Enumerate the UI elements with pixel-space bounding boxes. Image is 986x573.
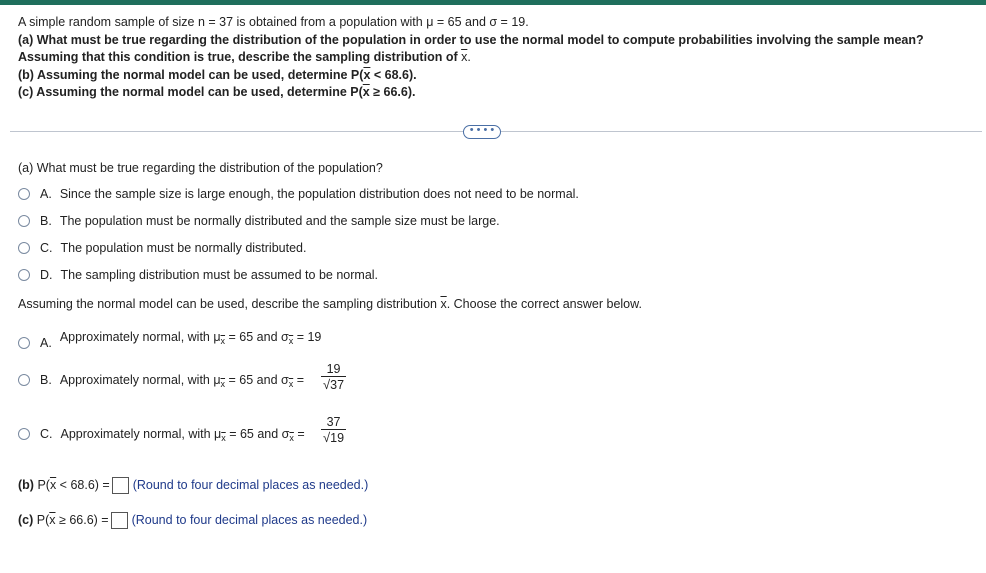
sampling-option-c[interactable]: C. Approximately normal, with $\mu_{\overline{x}} = 65$ and $\sigma_{\overline{x}}$ = xyxy=(18,427,305,441)
radio-icon[interactable] xyxy=(18,374,30,386)
radio-icon[interactable] xyxy=(18,337,30,349)
question-part-b: (b) Assuming the normal model can be used, determine $P(\overline{x} < 68.6)$. xyxy=(18,67,417,82)
part-a-option-a[interactable]: A. Since the sample size is large enough, the population distribution does not need to be normal. xyxy=(18,187,579,201)
part-a-option-b[interactable]: B. The population must be normally distributed and the sample size must be large. xyxy=(18,214,500,228)
question-part-c: (c) Assuming the normal model can be used, determine $P(\overline{x} \ge 66.6)$. xyxy=(18,85,416,99)
top-accent-bar xyxy=(0,0,986,5)
radio-icon[interactable] xyxy=(18,269,30,281)
question-text xyxy=(18,14,976,102)
sampling-option-a[interactable]: A. Approximately normal, with $\mu_{\overline{x}} = 65$ and $\sigma_{\overline{x}} = 19$ xyxy=(18,330,321,350)
part-a-option-d[interactable]: D. The sampling distribution must be assumed to be normal. xyxy=(18,268,378,282)
part-a-option-c[interactable]: C. The population must be normally distributed. xyxy=(18,241,306,255)
part-c-row: (c) $P(\overline{x} \ge 66.6)$ = (Round to four decimal places as needed.) xyxy=(18,512,367,529)
fraction-19-over-sqrt37: $\frac{19}{√37}$ xyxy=(323,362,345,392)
fraction-37-over-sqrt19: $\frac{37}{√19}$ xyxy=(323,415,345,445)
radio-icon[interactable] xyxy=(18,428,30,440)
expand-more-button[interactable]: • • • • xyxy=(463,125,501,139)
part-b-row: (b) $P(\overline{x} < 68.6)$ = (Round to four decimal places as needed.) xyxy=(18,477,368,494)
part-a-prompt: (a) What must be true regarding the distribution of the population? xyxy=(18,161,383,175)
sqrt-icon: √ xyxy=(323,377,331,392)
radio-icon[interactable] xyxy=(18,188,30,200)
part-b-answer-input[interactable] xyxy=(112,477,129,494)
sampling-option-b[interactable]: B. Approximately normal, with $\mu_{\overline{x}} = 65$ and $\sigma_{\overline{x}}$ = xyxy=(18,373,304,387)
sampling-prompt: Assuming the normal model can be used, describe the sampling distribution $\overline{x}$. Choose the correct answer below. xyxy=(18,297,642,311)
question-intro: A simple random sample of size n = 37 is obtained from a population with μ = 65 and σ = 19. xyxy=(18,15,529,29)
sqrt-icon: √ xyxy=(323,430,331,445)
radio-icon[interactable] xyxy=(18,242,30,254)
question-part-a: (a) What must be true regarding the distribution of the population in order to use the normal model to compute probabilities involving the sample mean? Assuming that this condition is true, describe the sampling distribution of $\overline{x}$. xyxy=(18,32,924,64)
radio-icon[interactable] xyxy=(18,215,30,227)
part-c-answer-input[interactable] xyxy=(111,512,128,529)
